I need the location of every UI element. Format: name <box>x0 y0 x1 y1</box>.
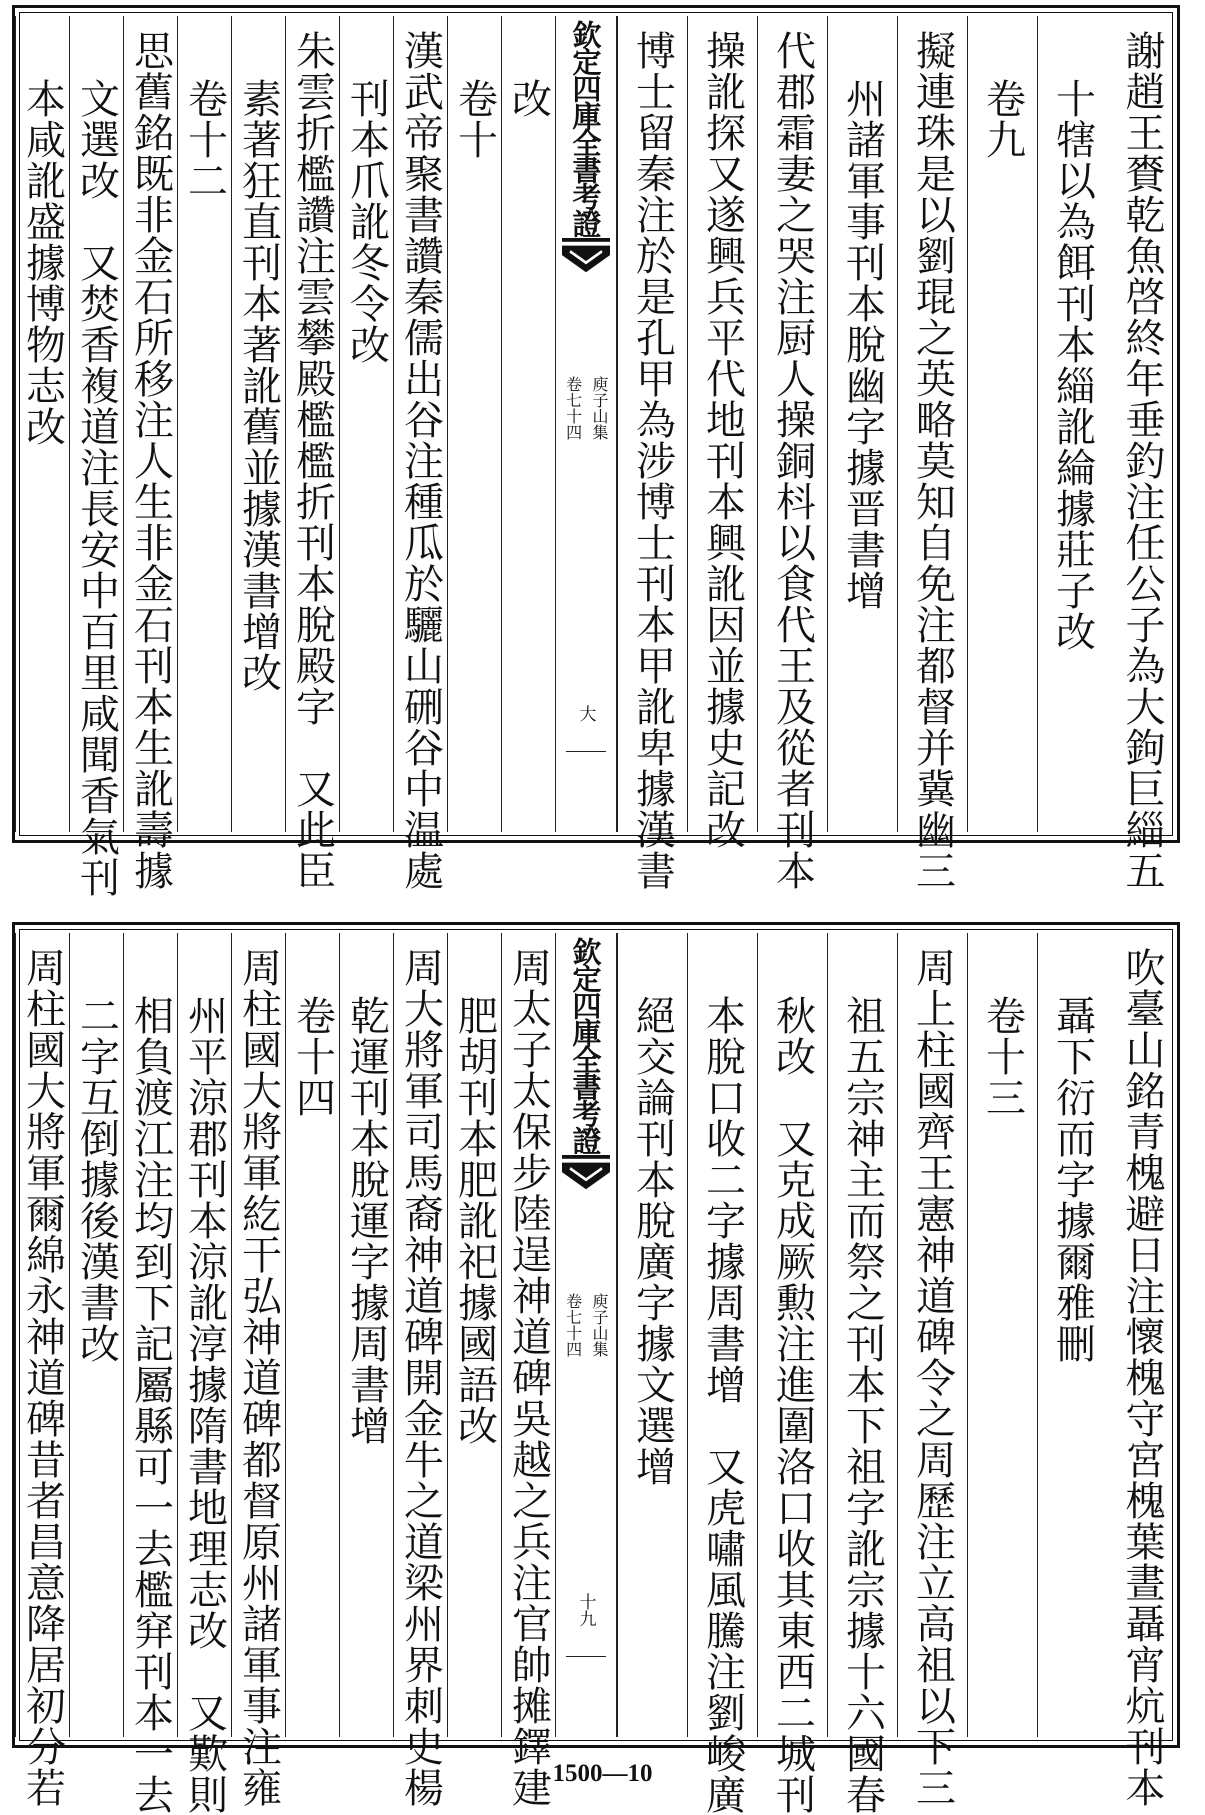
column-text: 絕交論刊本脫廣字據文選增 <box>629 995 676 1487</box>
column-text: 代郡霜妻之哭注厨人操銅枓以食代王及從者刊本 <box>769 30 816 891</box>
column-text: 朱雲折檻讚注雲攀殿檻檻折刊本脫殿字 又此臣 <box>289 30 336 891</box>
book-title: 欽定四庫全書考證 <box>568 20 603 236</box>
collection-name: 庾子山集 <box>590 376 609 440</box>
column-text: 州平涼郡刊本涼訛淳據隋書地理志改 又歎則 <box>181 995 228 1815</box>
text-column <box>501 933 555 1808</box>
column-text: 周太子太保步陸逞神道碑吳越之兵注官帥摊鐸建 <box>505 947 552 1808</box>
center-fold <box>555 16 617 832</box>
column-text: 吹臺山銘青槐避日注懷槐守宮槐葉晝聶宵炕刊本 <box>1119 947 1165 1808</box>
column-text: 乾運刊本脫運字據周書增 <box>343 995 390 1446</box>
text-column <box>15 16 69 832</box>
text-column <box>393 16 447 891</box>
column-text: 州諸軍事刊本脫幽字據晋書增 <box>839 78 886 611</box>
text-column <box>757 16 827 891</box>
page-number: 1500—10 <box>552 1760 653 1787</box>
text-column <box>339 933 393 1737</box>
column-text: 漢武帝聚書讚秦儒出谷注種瓜於驪山硎谷中温處 <box>397 30 444 891</box>
text-column <box>285 933 339 1737</box>
text-column <box>827 16 897 832</box>
text-column <box>15 933 69 1808</box>
text-column <box>69 933 123 1737</box>
text-column <box>285 16 339 891</box>
text-column <box>827 933 897 1815</box>
volume-number: 卷七十四 <box>563 376 583 440</box>
text-column <box>1037 933 1107 1737</box>
fishtail-ornament <box>562 238 610 276</box>
center-fold <box>555 933 617 1737</box>
column-text: 周柱國大將軍紇干弘神道碑都督原州諸軍事注雍 <box>235 947 282 1808</box>
text-column <box>393 933 447 1808</box>
book-title: 欽定四庫全書考證 <box>568 937 603 1153</box>
column-text: 十犗以為餌刊本緇訛綸據莊子改 <box>1049 78 1096 652</box>
folio-number: 大 <box>575 705 596 722</box>
column-text: 秋改 又克成厥勲注進圍洛口收其東西二城刊 <box>769 995 816 1815</box>
column-text: 周上柱國齊王憲神道碑令之周歷注立高祖以下三 <box>909 947 956 1808</box>
column-text: 改 <box>505 78 552 119</box>
column-text: 擬連珠是以劉琨之英略莫知自免注都督并冀幽三 <box>909 30 956 891</box>
column-text: 操訛探又遂興兵平代地刊本興訛因並據史記改 <box>699 30 746 850</box>
fold-mark <box>566 1656 606 1657</box>
text-column <box>177 16 231 832</box>
column-text: 周大將軍司馬裔神道碑開金牛之道梁州界刺史楊 <box>397 947 444 1808</box>
page-block-top <box>12 5 1180 898</box>
fold-mark <box>566 751 606 752</box>
text-column <box>1107 933 1177 1808</box>
column-text: 本脫口收二字據周書增 又虎嘯風騰注劉峻廣 <box>699 995 746 1815</box>
column-text: 祖五宗神主而祭之刊本下祖字訛宗據十六國春 <box>839 995 886 1815</box>
column-text: 博士留秦注於是孔甲為涉博士刊本甲訛卑據漢書 <box>629 30 676 891</box>
text-column <box>123 933 177 1815</box>
section-heading: 卷十二 <box>181 78 228 201</box>
section-heading: 卷十 <box>451 78 498 160</box>
text-column <box>967 16 1037 832</box>
column-text: 思舊銘既非金石所移注人生非金石刊本生訛壽據 <box>127 30 174 891</box>
section-heading: 卷九 <box>979 78 1026 160</box>
column-text: 文選改 又焚香複道注長安中百里咸聞香氣刊 <box>73 78 120 898</box>
text-column <box>69 16 123 898</box>
text-column <box>231 933 285 1808</box>
column-text: 刊本爪訛冬令改 <box>343 78 390 365</box>
text-column <box>1107 16 1177 891</box>
folio-number: 十九 <box>575 1593 596 1627</box>
text-column <box>617 933 687 1737</box>
text-column <box>687 933 757 1815</box>
collection-name: 庾子山集 <box>590 1293 609 1357</box>
text-column <box>1037 16 1107 832</box>
text-column <box>501 16 555 832</box>
text-column <box>897 16 967 891</box>
text-column <box>897 933 967 1808</box>
text-column <box>447 16 501 832</box>
text-column <box>447 933 501 1737</box>
column-text: 周柱國大將軍爾綿永神道碑昔者昌意降居初分若 <box>19 947 66 1808</box>
section-heading: 卷十三 <box>979 995 1026 1118</box>
volume-number: 卷七十四 <box>563 1293 583 1357</box>
text-column <box>967 933 1037 1737</box>
column-text: 聶下衍而字據爾雅刪 <box>1049 995 1096 1364</box>
fishtail-ornament <box>562 1155 610 1193</box>
column-text: 素著狂直刊本著訛舊並據漢書增改 <box>235 78 282 693</box>
text-column <box>123 16 177 891</box>
column-text: 謝趙王賚乾魚啓終年垂釣注任公子為大鉤巨緇五 <box>1119 30 1165 891</box>
column-text: 本咸訛盛據博物志改 <box>19 78 66 447</box>
text-column <box>617 16 687 891</box>
text-column <box>231 16 285 832</box>
text-column <box>177 933 231 1815</box>
column-text: 二字互倒據後漢書改 <box>73 995 120 1364</box>
column-text: 相負渡江注均到下記屬縣可一去檻穽刊本一去 <box>127 995 174 1815</box>
text-column <box>687 16 757 850</box>
text-column <box>339 16 393 832</box>
column-text: 肥胡刊本肥訛祀據國語改 <box>451 995 498 1446</box>
section-heading: 卷十四 <box>289 995 336 1118</box>
text-column <box>757 933 827 1815</box>
